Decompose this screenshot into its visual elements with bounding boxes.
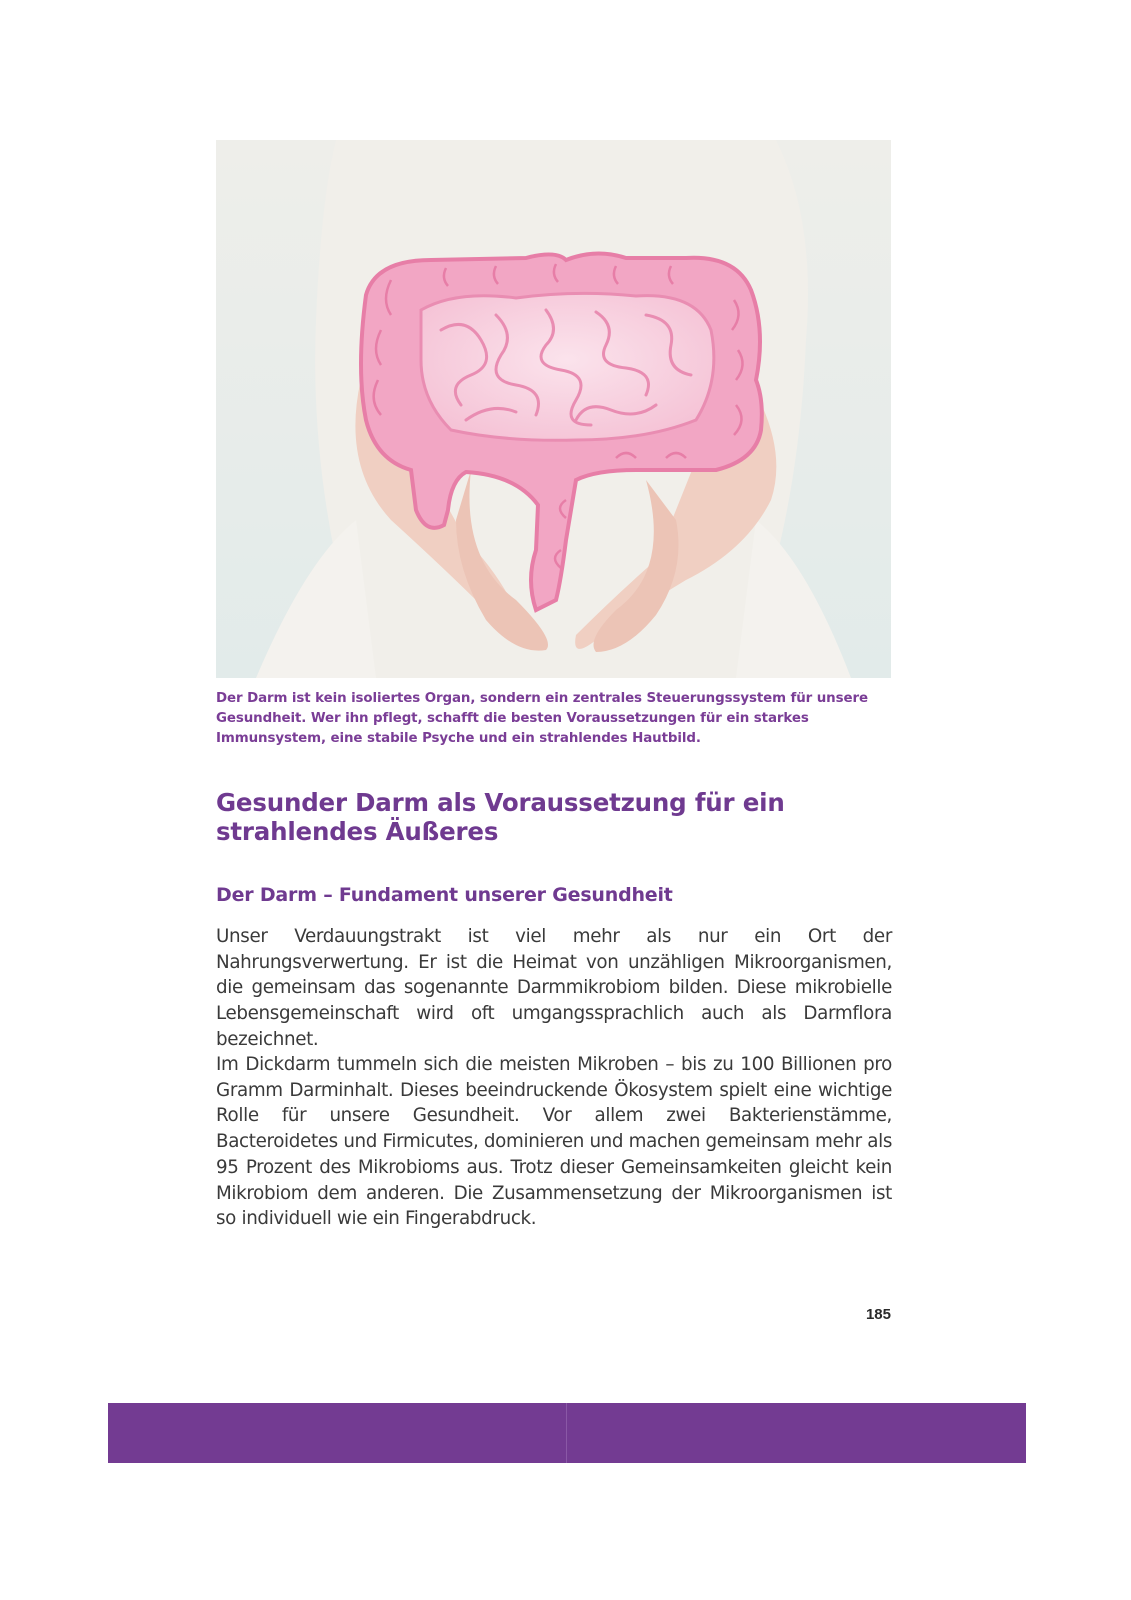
section-heading	[216, 788, 891, 846]
footer-band-divider	[566, 1403, 567, 1463]
section-heading-line-1: Gesunder Darm als Voraussetzung für ein	[216, 788, 785, 817]
figure-caption: Der Darm ist kein isoliertes Organ, sondern ein zentrales Steuerungssystem für unsere Gesundheit. Wer ihn pflegt, schafft die besten Voraussetzungen für ein starkes Immunsystem, eine stabile Psyche und ein strahlendes Hautbild.	[216, 691, 868, 746]
body-paragraph: Unser Verdauungstrakt ist viel mehr als nur ein Ort der Nahrungsverwertung. Er ist die Heimat von unzähligen Mikroorganismen, die gemeinsam das sogenannte Darmmikrobiom bilden. Diese mikrobielle Lebensgemeinschaft wird oft umgangssprachlich auch als Darmflora bezeichnet.	[216, 926, 892, 1050]
section-heading-line-2: strahlendes Äußeres	[216, 817, 499, 846]
body-paragraph: Im Dickdarm tummeln sich die meisten Mikroben – bis zu 100 Billionen pro Gramm Darminhalt. Dieses beeindruckende Ökosystem spielt eine wichtige Rolle für unsere Gesundheit. Vor allem zwei Bakterienstämme, Bacteroidetes und Firmicutes, dominieren und machen gemeinsam mehr als 95 Prozent des Mikrobioms aus. Trotz dieser Gemeinsamkeiten gleicht kein Mikrobiom dem anderen. Die Zusammensetzung der Mikroorganismen ist so individuell wie ein Fingerabdruck.	[216, 1054, 892, 1230]
page-number: 185	[865, 1306, 891, 1323]
intestine-photo	[216, 140, 891, 678]
footer-band	[108, 1403, 1026, 1463]
subsection-heading: Der Darm – Fundament unserer Gesundheit	[216, 884, 673, 906]
intestine-illustration	[216, 140, 891, 678]
